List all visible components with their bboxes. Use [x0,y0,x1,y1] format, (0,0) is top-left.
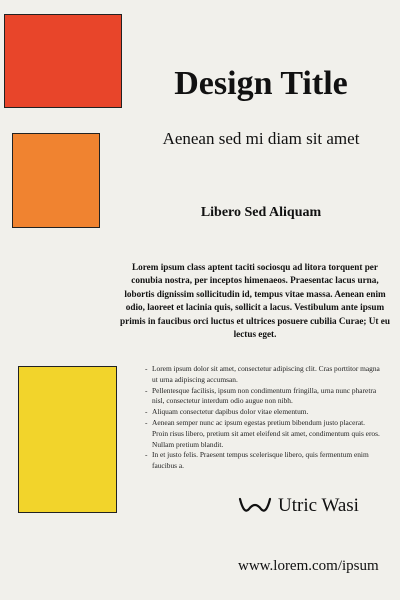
list-item: - Lorem ipsum dolor sit amet, consectetur adipiscing clit. Cras porttitor magna ut urna adipiscing accumsan. [145,364,380,386]
orange-color-block [12,133,100,228]
red-color-block [4,14,122,108]
brand-name: Utric Wasi [278,495,359,516]
w-wave-logo-icon [238,496,272,516]
list-item: - Pellentesque facilisis, ipsum non condimentum fringilla, urna nunc pharetra nisl, consectetur interdum odio augue non nibh. [145,386,380,408]
bullet-list [145,364,380,472]
brand-lockup [238,494,359,518]
body-paragraph: Lorem ipsum class aptent taciti sociosqu ad litora torquent per conubia nostra, per inceptos himenaeos. Praesentac lacus urna, lobortis dignissim sollicitudin id, tempus vitae massa. Aenean enim odio, laoreet et lacinia quis, sollicit a lacus. Vestibulum ante ipsum primis in faucibus orci luctus et ultrices posuere cubilia Curae; Ut eu lectus eget. [120,262,390,340]
section-heading: Libero Sed Aliquam [200,205,322,220]
page-title: Design Title [174,65,348,102]
website-url: www.lorem.com/ipsum [238,558,379,574]
subtitle: Aenean sed mi diam sit amet [162,129,360,148]
list-item: - Aenean semper nunc ac ipsum egestas pretium bibendum justo placerat. Proin risus libero, pretium sit amet eleifend sit amet, condimentum quis eros. Nullam pretium blandit. [145,418,380,450]
list-item: - Aliquam consectetur dapibus dolor vitae elementum. [145,407,380,418]
list-item: - In et justo felis. Praesent tempus scelerisque libero, quis fermentum enim faucibus a. [145,450,380,472]
yellow-color-block [18,366,117,513]
